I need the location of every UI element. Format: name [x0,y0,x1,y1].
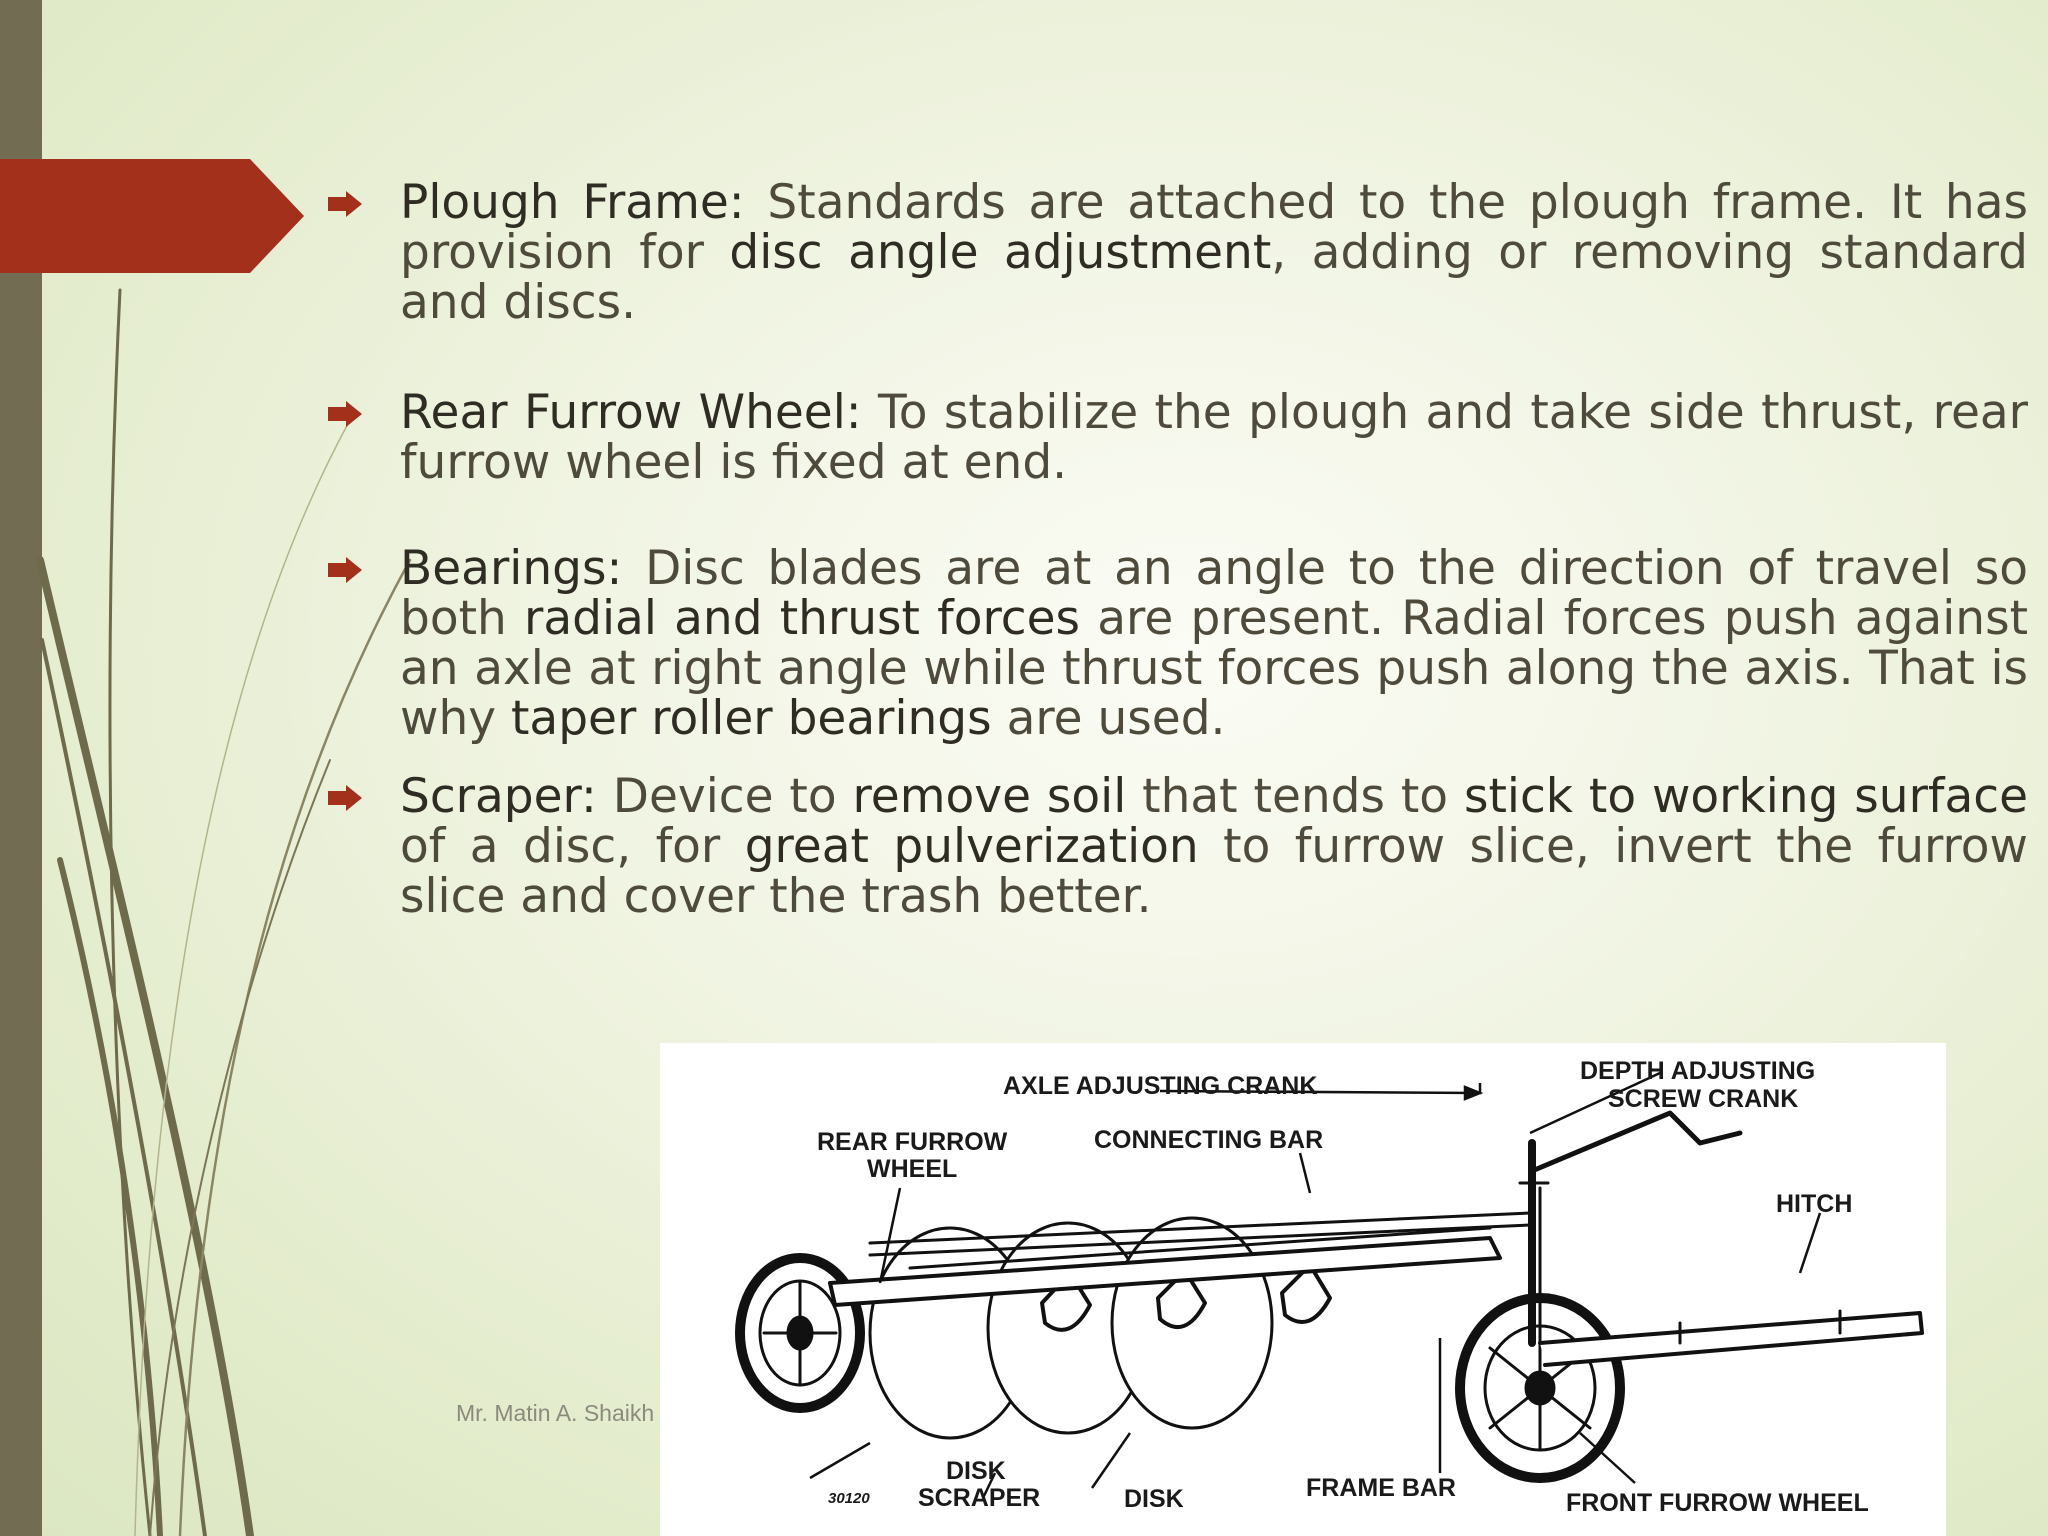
label-hitch: HITCH [1776,1190,1853,1218]
label-disk-scraper-1: DISK [946,1457,1006,1485]
bullet-text: are present. Radial forces push against an axle at right angle while thrust forces push along the axis. That is why [400,591,2028,746]
bullet-text: Disc blades are at an angle to the direction of travel so both [400,541,2028,646]
bullet-text: of a disc, for [400,819,745,874]
label-axle-adjusting-crank: AXLE ADJUSTING CRANK [1003,1072,1318,1100]
term-scraper: Scraper: [400,769,597,824]
bullet-emphasis: great pulverization [744,819,1199,874]
label-rear-furrow-wheel-2: WHEEL [867,1155,958,1183]
bullet-list [320,175,2029,924]
bullet-text: to furrow slice, invert the furrow slice and cover the trash better. [400,819,2028,924]
bullet-arrow-icon [326,190,364,218]
term-bearings: Bearings: [400,541,623,596]
bullet-text: To stabilize the plough and take side thrust, rear furrow wheel is fixed at end. [400,385,2029,490]
bullet-text: are used. [991,691,1226,746]
disc-plough-diagram [660,1043,1946,1536]
bullet-arrow-icon [326,400,364,428]
bullet-plough-frame [320,175,2028,330]
bullet-emphasis: remove soil [852,769,1127,824]
footer-author: Mr. Matin A. Shaikh [456,1400,655,1426]
label-front-furrow-wheel: FRONT FURROW WHEEL [1566,1489,1869,1517]
bullet-emphasis: taper roller bearings [510,691,992,746]
bullet-emphasis: radial and thrust forces [524,591,1081,646]
bullet-arrow-icon [326,556,364,584]
bullet-emphasis: disc angle adjustment [729,225,1272,280]
bullet-text: Standards are attached to the plough frame. It has provision for [400,175,2028,280]
bullet-text: that tends to [1126,769,1464,824]
label-rear-furrow-wheel-1: REAR FURROW [817,1128,1008,1156]
bullet-text: , adding or removing standard and discs. [400,225,2028,330]
bullet-rear-furrow-wheel [320,385,2029,490]
title-arrow-shape [0,159,304,273]
label-depth-adjusting-1: DEPTH ADJUSTING [1580,1057,1816,1085]
bullet-text: Device to [596,769,853,824]
label-figure-number: 30120 [828,1490,870,1507]
label-disk: DISK [1124,1485,1184,1513]
bullet-bearings [320,541,2028,746]
bullet-scraper [320,769,2029,924]
disc-plough-illustration [660,1043,1946,1536]
bullet-arrow-icon [326,784,364,812]
label-frame-bar: FRAME BAR [1306,1474,1456,1502]
bullet-emphasis: stick to working surface [1463,769,2029,824]
label-disk-scraper-2: SCRAPER [918,1484,1041,1512]
label-depth-adjusting-2: SCREW CRANK [1608,1085,1799,1113]
term-plough-frame: Plough Frame: [400,175,745,230]
label-connecting-bar: CONNECTING BAR [1094,1126,1324,1154]
term-rear-furrow-wheel: Rear Furrow Wheel: [400,385,862,440]
